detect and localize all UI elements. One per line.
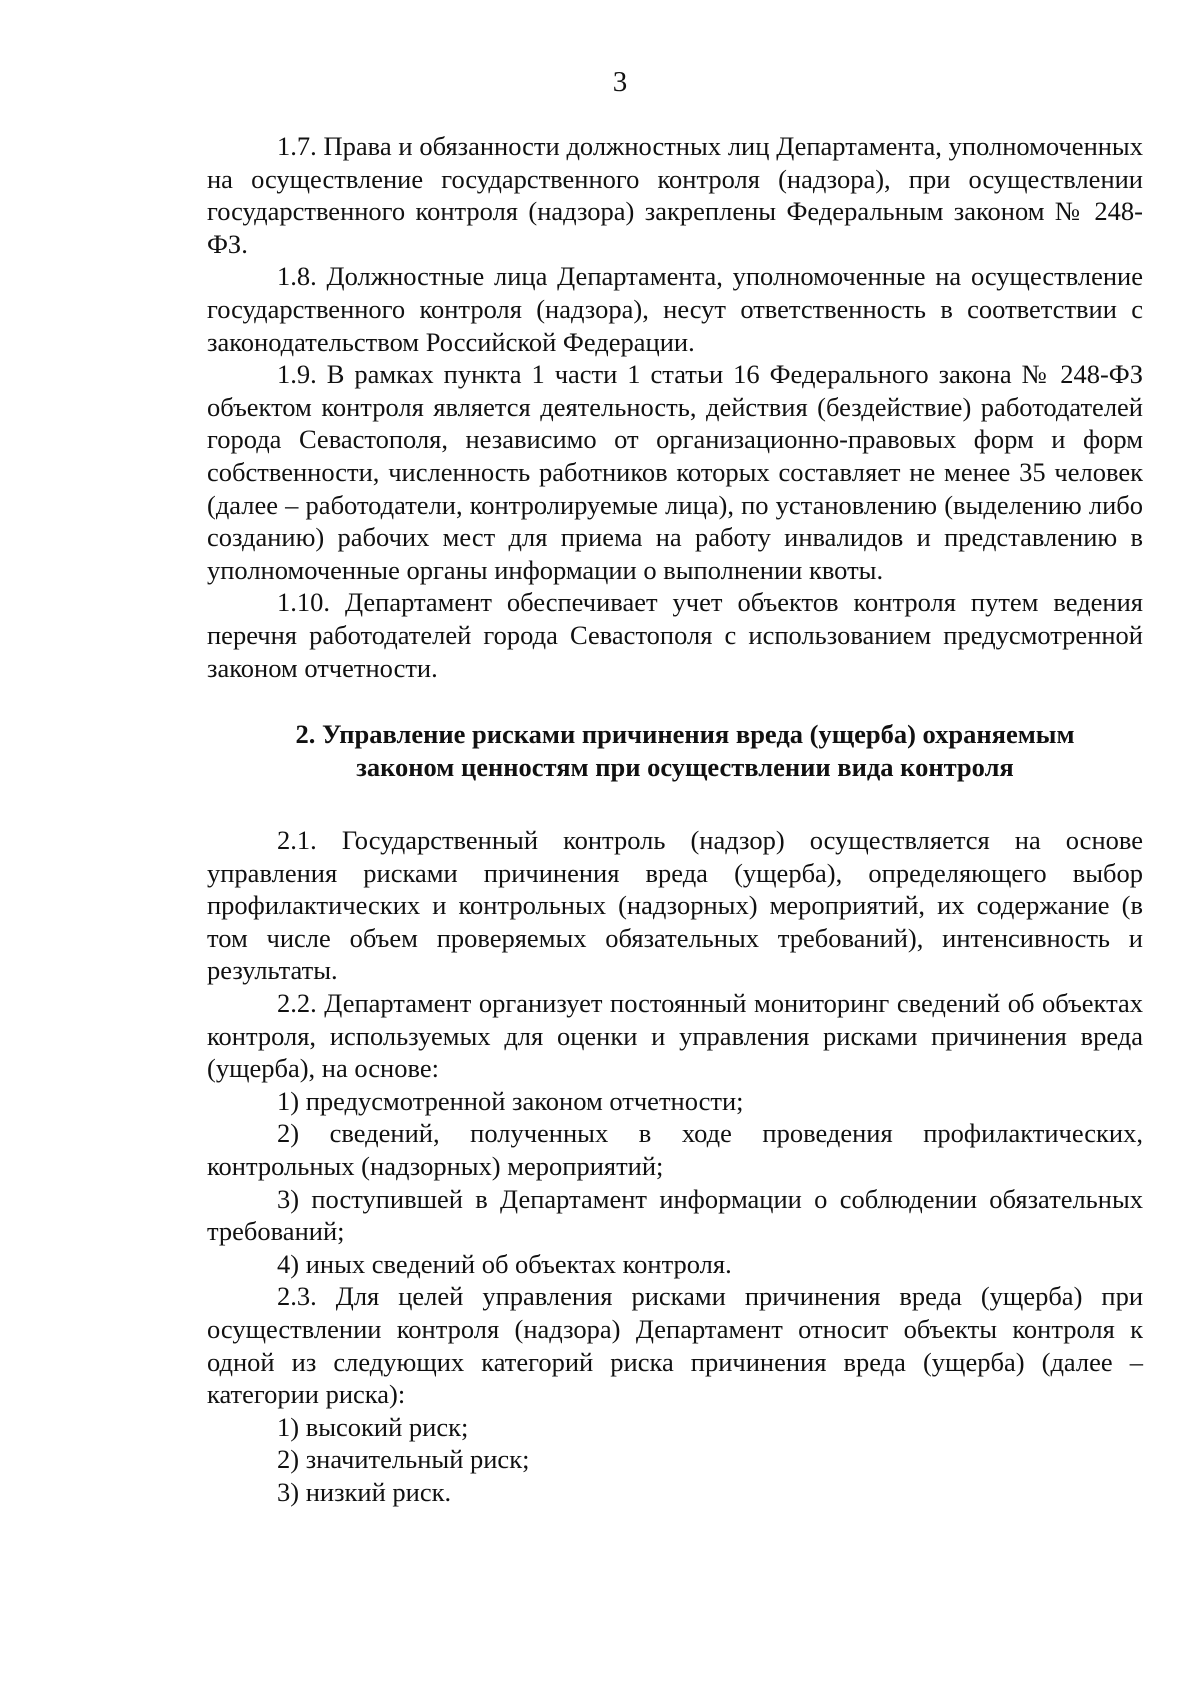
paragraph-1-9: 1.9. В рамках пункта 1 части 1 статьи 16 Федерального закона № 248-ФЗ объектом контроля является деятельность, действия (бездействие) работодателей города Севастополя, независимо от организационно-правовых форм и форм собственности, численность работников которых составляет не менее 35 человек (далее – работодатели, контролируемые лица), по установлению (выделению либо созданию) рабочих мест для приема на работу инвалидов и представлению в уполномоченные органы информации о выполнении квоты. <box>207 359 1143 585</box>
paragraph-1-8: 1.8. Должностные лица Департамента, уполномоченные на осуществление государственного контроля (надзора), несут ответственность в соответствии с законодательством Российской Федерации. <box>207 261 1143 357</box>
section-2-heading <box>207 718 1143 784</box>
paragraph-1-7: 1.7. Права и обязанности должностных лиц Департамента, уполномоченных на осуществление государственного контроля (надзора), при осуществлении государственного контроля (надзора) закреплены Федеральным законом № 248-ФЗ. <box>207 131 1143 259</box>
section-2-heading-line-2: законом ценностям при осуществлении вида контроля <box>356 752 1014 783</box>
list-item-2-3-2: 2) значительный риск; <box>277 1444 530 1475</box>
paragraph-2-1: 2.1. Государственный контроль (надзор) осуществляется на основе управления рисками причинения вреда (ущерба), определяющего выбор профилактических и контрольных (надзорных) мероприятий, их содержание (в том числе объем проверяемых обязательных требований), интенсивность и результаты. <box>207 825 1143 986</box>
list-item-2-2-1: 1) предусмотренной законом отчетности; <box>277 1085 744 1116</box>
list-item-2-3-3: 3) низкий риск. <box>277 1476 452 1507</box>
list-item-2-2-4: 4) иных сведений об объектах контроля. <box>277 1248 732 1279</box>
document-body <box>207 130 1143 1509</box>
list-item-2-2-3: 3) поступившей в Департамент информации о соблюдении обязательных требований; <box>207 1183 1143 1247</box>
paragraph-2-2: 2.2. Департамент организует постоянный мониторинг сведений об объектах контроля, используемых для оценки и управления рисками причинения вреда (ущерба), на основе: <box>207 988 1143 1084</box>
list-item-2-2-2: 2) сведений, полученных в ходе проведения профилактических, контрольных (надзорных) мероприятий; <box>207 1118 1143 1182</box>
section-2-heading-line-1: 2. Управление рисками причинения вреда (ущерба) охраняемым <box>295 719 1075 750</box>
list-item-2-3-1: 1) высокий риск; <box>277 1411 469 1442</box>
page-number: 3 <box>612 66 628 98</box>
paragraph-1-10: 1.10. Департамент обеспечивает учет объектов контроля путем ведения перечня работодателей города Севастополя с использованием предусмотренной законом отчетности. <box>207 587 1143 683</box>
paragraph-2-3: 2.3. Для целей управления рисками причинения вреда (ущерба) при осуществлении контроля (надзора) Департамент относит объекты контроля к одной из следующих категорий риска причинения вреда (ущерба) (далее – категории риска): <box>207 1281 1143 1410</box>
